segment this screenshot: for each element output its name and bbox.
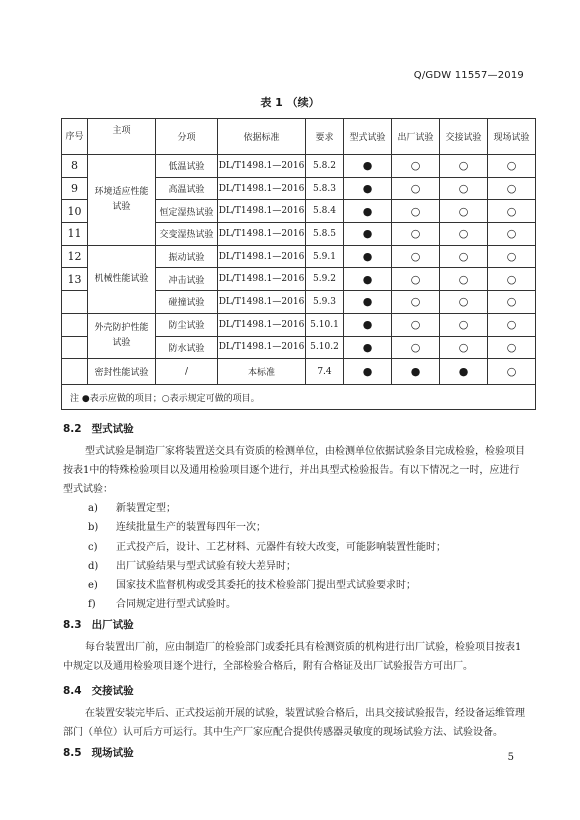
type-test-mark: ● bbox=[344, 155, 392, 178]
factory-test-mark: ○ bbox=[392, 336, 440, 359]
row-number: 11 bbox=[62, 223, 88, 246]
requirement: 5.8.2 bbox=[306, 155, 344, 178]
handover-test-mark: ○ bbox=[440, 177, 488, 200]
field-test-mark: ○ bbox=[488, 200, 536, 223]
requirement: 5.8.5 bbox=[306, 223, 344, 246]
type-test-mark: ● bbox=[344, 336, 392, 359]
row-number bbox=[62, 291, 88, 314]
standard: DL/T1498.1—2016 bbox=[218, 200, 306, 223]
type-test-mark: ● bbox=[344, 291, 392, 314]
col-header-std: 依据标准 bbox=[218, 119, 306, 155]
test-items-table bbox=[61, 118, 536, 410]
section-heading-8-2 bbox=[63, 421, 134, 436]
standard: 本标准 bbox=[218, 359, 306, 385]
requirement: 5.9.3 bbox=[306, 291, 344, 314]
requirement: 5.8.3 bbox=[306, 177, 344, 200]
main-item-shell: 外壳防护性能试验 bbox=[88, 313, 156, 358]
row-number: 8 bbox=[62, 155, 88, 178]
type-test-mark: ● bbox=[344, 245, 392, 268]
table-row bbox=[62, 155, 536, 178]
main-item-mech: 机械性能试验 bbox=[88, 245, 156, 313]
field-test-mark: ○ bbox=[488, 245, 536, 268]
section-number: 8.5 bbox=[63, 747, 82, 759]
handover-test-mark: ○ bbox=[440, 155, 488, 178]
col-header-type-test: 型式试验 bbox=[344, 119, 392, 155]
field-test-mark: ○ bbox=[488, 291, 536, 314]
type-test-mark: ● bbox=[344, 177, 392, 200]
standard: DL/T1498.1—2016 bbox=[218, 291, 306, 314]
section-number: 8.2 bbox=[63, 423, 82, 435]
table-row bbox=[62, 245, 536, 268]
factory-test-mark: ○ bbox=[392, 291, 440, 314]
handover-test-mark: ○ bbox=[440, 268, 488, 291]
field-test-mark: ○ bbox=[488, 177, 536, 200]
standard: DL/T1498.1—2016 bbox=[218, 177, 306, 200]
table-header-row bbox=[62, 119, 536, 155]
section-number: 8.3 bbox=[63, 619, 82, 631]
row-number: 13 bbox=[62, 268, 88, 291]
requirement: 5.10.2 bbox=[306, 336, 344, 359]
main-item-seal: 密封性能试验 bbox=[88, 359, 156, 385]
handover-test-mark: ● bbox=[440, 359, 488, 385]
field-test-mark: ○ bbox=[488, 155, 536, 178]
sub-item: / bbox=[156, 359, 218, 385]
sub-item: 冲击试验 bbox=[156, 268, 218, 291]
sub-item: 高温试验 bbox=[156, 177, 218, 200]
table-row bbox=[62, 313, 536, 336]
paragraph-text: 型式试验是制造厂家将装置送交具有资质的检测单位，由检测单位依据试验条目完成检验，检验项目按表1中的特殊检验项目以及通用检验项目逐个进行，并出具型式检验报告。有以下情况之一时，应进行型式试验： bbox=[63, 446, 525, 495]
paragraph-factory-test bbox=[63, 638, 528, 676]
table-row bbox=[62, 359, 536, 385]
row-number bbox=[62, 336, 88, 359]
standard: DL/T1498.1—2016 bbox=[218, 223, 306, 246]
handover-test-mark: ○ bbox=[440, 313, 488, 336]
document-code: Q/GDW 11557—2019 bbox=[413, 70, 524, 81]
requirement: 5.10.1 bbox=[306, 313, 344, 336]
standard: DL/T1498.1—2016 bbox=[218, 336, 306, 359]
sub-item: 防水试验 bbox=[156, 336, 218, 359]
handover-test-mark: ○ bbox=[440, 245, 488, 268]
handover-test-mark: ○ bbox=[440, 291, 488, 314]
handover-test-mark: ○ bbox=[440, 200, 488, 223]
sub-item: 防尘试验 bbox=[156, 313, 218, 336]
row-number: 12 bbox=[62, 245, 88, 268]
handover-test-mark: ○ bbox=[440, 336, 488, 359]
field-test-mark: ○ bbox=[488, 268, 536, 291]
paragraph-text: 每台装置出厂前，应由制造厂的检验部门或委托具有检测资质的机构进行出厂试验，检验项目按表1中规定以及通用检验项目逐个进行，全部检验合格后，附有合格证及出厂试验报告方可出厂。 bbox=[63, 642, 522, 672]
list-item: a) 新装置定型； bbox=[88, 503, 176, 514]
type-test-mark: ● bbox=[344, 200, 392, 223]
list-item: e) 国家技术监督机构或受其委托的技术检验部门提出型式试验要求时； bbox=[88, 580, 416, 592]
requirement: 7.4 bbox=[306, 359, 344, 385]
factory-test-mark: ○ bbox=[392, 223, 440, 246]
field-test-mark: ○ bbox=[488, 336, 536, 359]
table-note: 注 ●表示应做的项目；○表示规定可做的项目。 bbox=[62, 385, 536, 410]
type-test-mark: ● bbox=[344, 359, 392, 385]
field-test-mark: ○ bbox=[488, 313, 536, 336]
col-header-req: 要求 bbox=[306, 119, 344, 155]
col-header-main: 主项 bbox=[88, 119, 156, 155]
section-title: 出厂试验 bbox=[91, 619, 134, 631]
factory-test-mark: ● bbox=[392, 359, 440, 385]
type-test-mark: ● bbox=[344, 313, 392, 336]
row-number: 10 bbox=[62, 200, 88, 223]
sub-item: 交变湿热试验 bbox=[156, 223, 218, 246]
section-heading-8-5 bbox=[63, 745, 134, 760]
page-number: 5 bbox=[507, 752, 514, 763]
sub-item: 振动试验 bbox=[156, 245, 218, 268]
list-item: d) 出厂试验结果与型式试验有较大差异时； bbox=[88, 560, 296, 572]
list-item: c) 正式投产后，设计、工艺材料、元器件有较大改变，可能影响装置性能时； bbox=[88, 541, 446, 553]
paragraph-handover-test bbox=[63, 704, 528, 742]
col-header-handover-test: 交接试验 bbox=[440, 119, 488, 155]
row-number: 9 bbox=[62, 177, 88, 200]
standard: DL/T1498.1—2016 bbox=[218, 155, 306, 178]
sub-item: 碰撞试验 bbox=[156, 291, 218, 314]
main-item-env: 环境适应性能试验 bbox=[88, 155, 156, 246]
section-number: 8.4 bbox=[63, 685, 82, 697]
row-number bbox=[62, 313, 88, 336]
field-test-mark: ○ bbox=[488, 223, 536, 246]
list-item: b) 连续批量生产的装置每四年一次； bbox=[88, 522, 266, 534]
col-header-field-test: 现场试验 bbox=[488, 119, 536, 155]
factory-test-mark: ○ bbox=[392, 268, 440, 291]
type-test-conditions-list bbox=[88, 499, 446, 615]
paragraph-text: 在装置安装完毕后、正式投运前开展的试验，装置试验合格后，出具交接试验报告，经设备运维管理部门（单位）认可后方可运行。其中生产厂家应配合提供传感器灵敏度的现场试验方法、试验设备。 bbox=[63, 708, 525, 738]
table-title: 表 1 （续） bbox=[260, 96, 320, 109]
standard: DL/T1498.1—2016 bbox=[218, 313, 306, 336]
type-test-mark: ● bbox=[344, 223, 392, 246]
type-test-mark: ● bbox=[344, 268, 392, 291]
section-heading-8-4 bbox=[63, 683, 134, 698]
list-item: f) 合同规定进行型式试验时。 bbox=[88, 599, 236, 611]
section-title: 型式试验 bbox=[91, 423, 134, 435]
standard: DL/T1498.1—2016 bbox=[218, 245, 306, 268]
factory-test-mark: ○ bbox=[392, 155, 440, 178]
handover-test-mark: ○ bbox=[440, 223, 488, 246]
paragraph-type-test bbox=[63, 442, 528, 499]
col-header-no: 序号 bbox=[62, 119, 88, 155]
standard: DL/T1498.1—2016 bbox=[218, 268, 306, 291]
sub-item: 恒定湿热试验 bbox=[156, 200, 218, 223]
factory-test-mark: ○ bbox=[392, 177, 440, 200]
requirement: 5.9.2 bbox=[306, 268, 344, 291]
sub-item: 低温试验 bbox=[156, 155, 218, 178]
section-heading-8-3 bbox=[63, 617, 134, 632]
requirement: 5.8.4 bbox=[306, 200, 344, 223]
col-header-sub: 分项 bbox=[156, 119, 218, 155]
factory-test-mark: ○ bbox=[392, 313, 440, 336]
requirement: 5.9.1 bbox=[306, 245, 344, 268]
section-title: 交接试验 bbox=[91, 685, 134, 697]
factory-test-mark: ○ bbox=[392, 200, 440, 223]
section-title: 现场试验 bbox=[91, 747, 134, 759]
factory-test-mark: ○ bbox=[392, 245, 440, 268]
row-number bbox=[62, 359, 88, 385]
field-test-mark: ○ bbox=[488, 359, 536, 385]
table-note-row bbox=[62, 385, 536, 410]
col-header-factory-test: 出厂试验 bbox=[392, 119, 440, 155]
